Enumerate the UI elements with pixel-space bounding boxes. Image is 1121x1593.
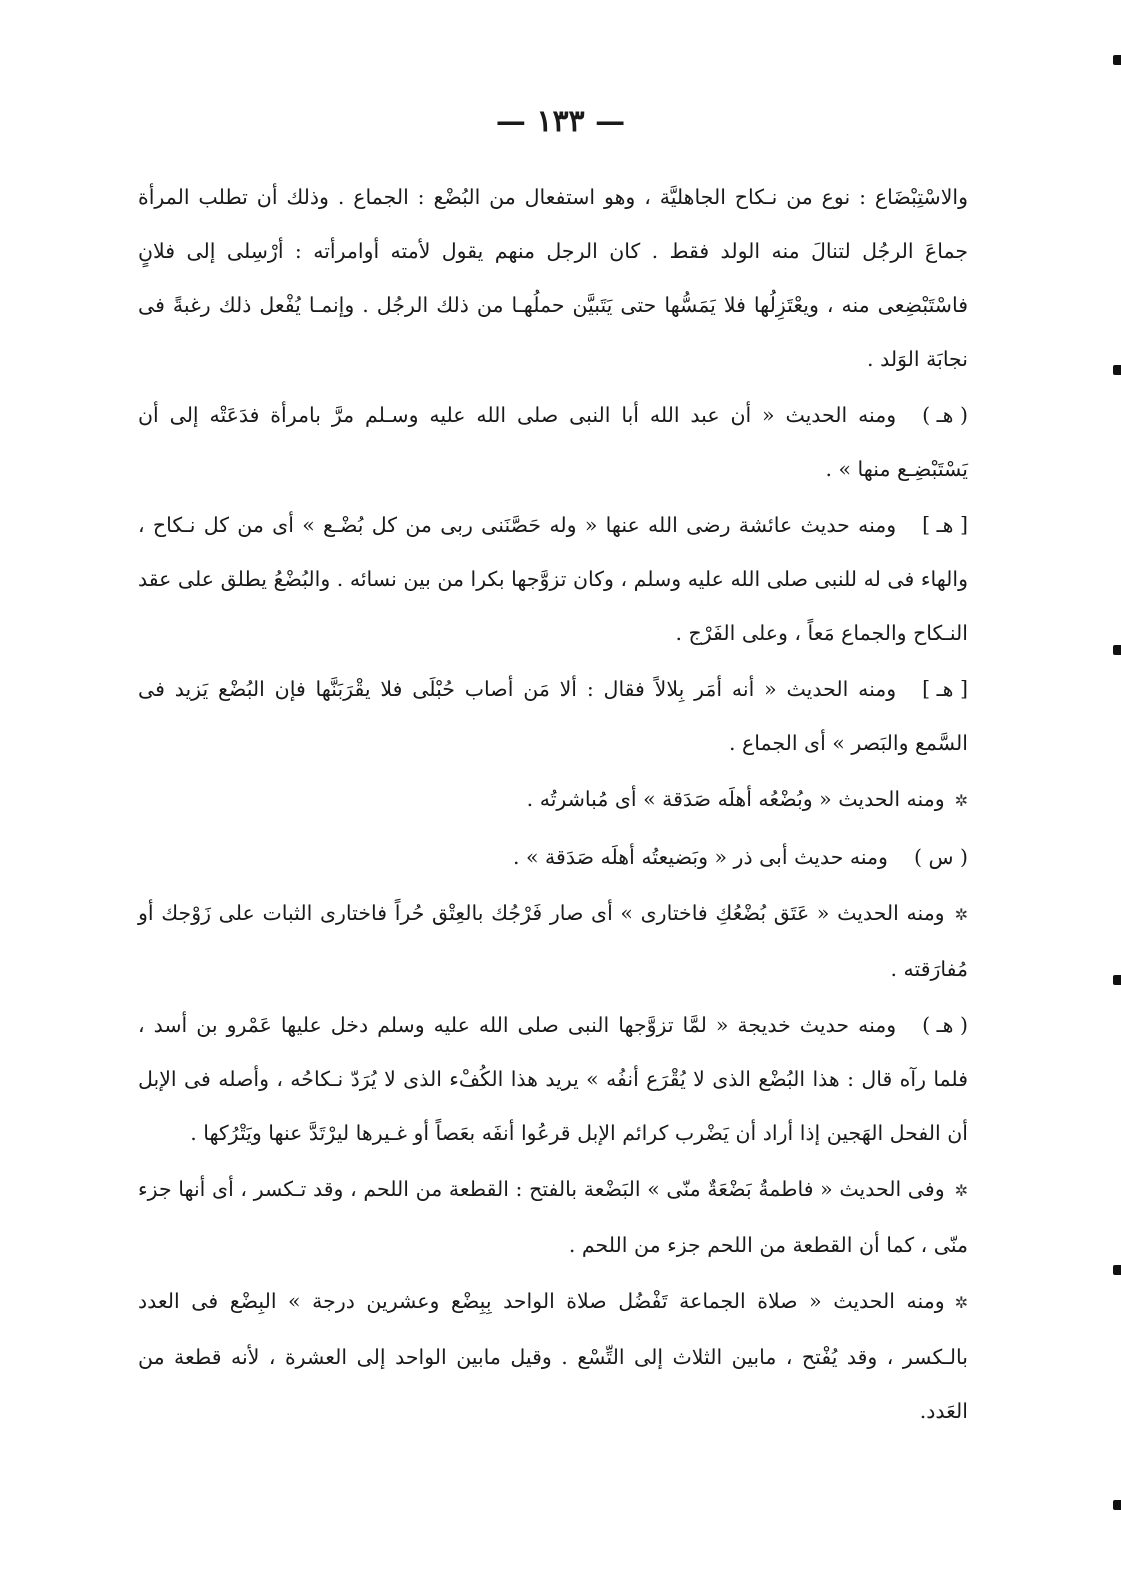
scan-edge-mark (1113, 55, 1121, 65)
paragraph-7 (138, 886, 968, 996)
star-marker: ✲ (954, 1181, 968, 1200)
paragraph-6 (138, 830, 968, 884)
paragraph-text: ومنه الحديث « وبُضْعُه أهلَه صَدَقة » أى مُباشرتُه . (526, 787, 945, 811)
paragraph-text: والاسْتِبْضَاع : نوع من نـكاح الجاهليَّة ، وهو استفعال من البُضْع : الجماع . وذلك أن تطلب المرأة جماعَ الرجُل لتنالَ منه الولد فقط . كان الرجل منهم يقول لأمته أوامرأته : أرْسِلى إلى فلانٍ فاسْتَبْضِعى منه ، ويعْتَزِلُها فلا يَمَسُّها حتى يَتَبيَّن حملُهـا من ذلك الرجُل . وإنمـا يُفْعل ذلك رغبةً فى نجابَة الوَلد . (138, 185, 968, 371)
paragraph-text: ومنه حديث خديجة « لمَّا تزوَّجها النبى صلى الله عليه وسلم دخل عليها عَمْرو بن أسد ، فلما رآه قال : هذا البُضْع الذى لا يُقْرَع أنفُه » يريد هذا الكُفْء الذى لا يُرَدّ نـكاحُه ، وأصله فى الإبل أن الفحل الهَجين إذا أراد أن يَضْرب كرائم الإبل قرعُوا أنفَه بعَصاً أو غـيرها ليرْتَدَّ عنها ويَتْرُكها . (138, 1013, 968, 1145)
source-marker: ( هـ ) (922, 403, 968, 427)
scan-edge-mark (1113, 645, 1121, 655)
star-marker: ✲ (954, 905, 968, 924)
star-marker: ✲ (954, 1293, 968, 1312)
star-marker: ✲ (954, 791, 968, 810)
scan-edge-mark (1113, 1500, 1121, 1510)
scan-edge-mark (1113, 365, 1121, 375)
scan-edge-mark (1113, 975, 1121, 985)
page-number: — ١٣٣ — (495, 104, 626, 139)
paragraph-2 (138, 388, 968, 496)
paragraph-text: ومنه حديث أبى ذر « وبَضيعتُه أهلَه صَدَقة » . (512, 845, 888, 869)
source-marker: [ هـ ] (922, 513, 968, 537)
paragraph-text: ومنه حديث عائشة رضى الله عنها « وله حَصَّنَنى ربى من كل بُضْـع » أى من كل نـكاح ، والهاء فى له للنبى صلى الله عليه وسلم ، وكان تزوَّجها بكرا من بين نسائه . والبُضْعُ يطلق على عقد النـكاح والجماع مَعاً ، وعلى الفَرْج . (138, 513, 968, 645)
source-marker: [ هـ ] (922, 677, 968, 701)
paragraph-1 (138, 170, 968, 386)
paragraph-9 (138, 1162, 968, 1272)
paragraph-text: وفى الحديث « فاطمةُ بَضْعَةٌ منّى » البَضْعة بالفتح : القطعة من اللحم ، وقد تـكسر ، أى أنها جزء منّى ، كما أن القطعة من اللحم جزء من اللحم . (138, 1177, 968, 1257)
paragraph-3 (138, 498, 968, 660)
paragraph-text: ومنه الحديث « أن عبد الله أبا النبى صلى الله عليه وسـلم مرَّ بامرأة فدَعَتْه إلى أن يَسْتَبْضِـع منها » . (138, 403, 968, 481)
paragraph-10 (138, 1274, 968, 1438)
paragraph-5 (138, 772, 968, 828)
paragraph-text: ومنه الحديث « أنه أمَر بِلالاً فقال : ألا مَن أصاب حُبْلَى فلا يقْرَبَنَّها فإن البُضْع يَزيد فى السَّمع والبَصر » أى الجماع . (138, 677, 968, 755)
paragraph-text: ومنه الحديث « عَتَق بُضْعُكِ فاختارى » أى صار فَرْجُك بالعِتْق حُراً فاختارى الثبات على زَوْجك أو مُفارَقته . (138, 901, 968, 981)
scan-edge-mark (1113, 1265, 1121, 1275)
text-body (138, 170, 968, 1438)
paragraph-4 (138, 662, 968, 770)
source-marker: ( هـ ) (922, 1013, 968, 1037)
paragraph-text: ومنه الحديث « صلاة الجماعة تَفْضُل صلاة الواحد بِبِضْع وعشرين درجة » البِضْع فى العدد بالـكسر ، وقد يُفْتح ، مابين الثلاث إلى التِّسْع . وقيل مابين الواحد إلى العشرة ، لأنه قطعة من العَدد. (138, 1289, 968, 1423)
paragraph-8 (138, 998, 968, 1160)
source-marker: ( س ) (913, 845, 968, 869)
